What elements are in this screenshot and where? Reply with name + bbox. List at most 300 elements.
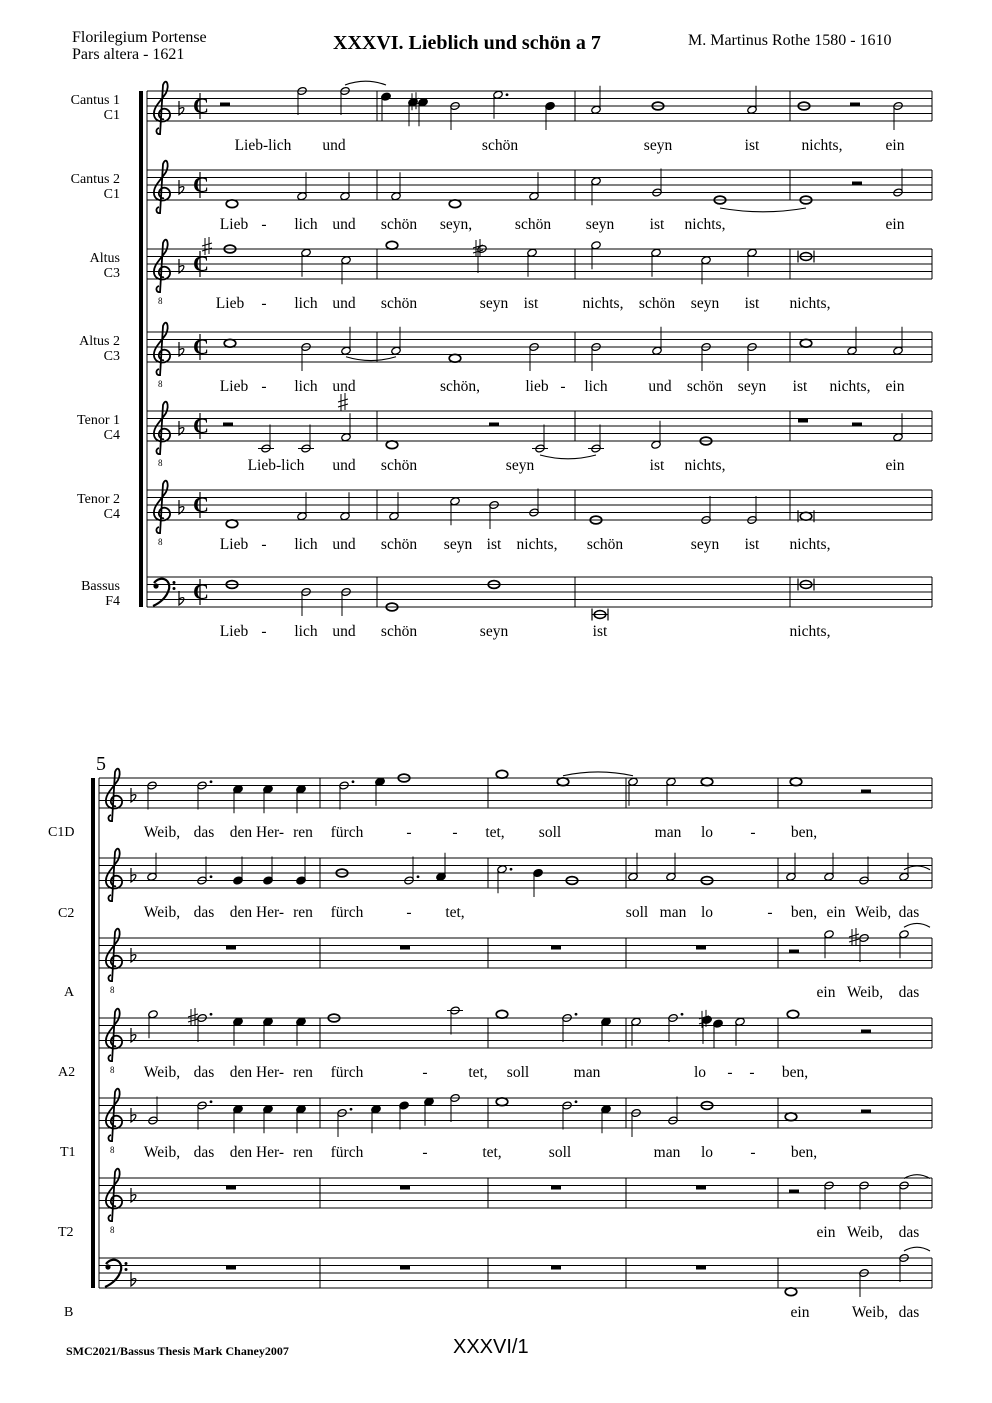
lyric-syllable: und: [332, 457, 356, 474]
voice-name: C1D: [48, 825, 75, 840]
note: [341, 256, 351, 285]
flat-sign: [131, 1028, 136, 1042]
lyric-syllable: das: [898, 904, 920, 921]
lyric-syllable: -: [727, 1064, 733, 1081]
lyric-syllable: Weib,: [143, 1064, 181, 1081]
lyric-syllable: Weib,: [846, 984, 884, 1001]
lyric-syllable: ren: [293, 904, 313, 921]
lyric-syllable: lo: [700, 904, 714, 921]
lyric-syllable: lich: [294, 623, 318, 640]
lyric-syllable: ein: [790, 1304, 810, 1321]
note: [263, 857, 273, 886]
lyric-syllable: lo: [700, 1144, 714, 1161]
lyric-syllable: schön: [514, 216, 552, 233]
lyric-syllable: Weib,: [854, 904, 892, 921]
note: [418, 98, 428, 127]
lyric-syllable: den: [229, 1064, 253, 1081]
note: [562, 1013, 578, 1042]
whole-rest: [226, 946, 236, 950]
lyric-syllable: nichts,: [789, 536, 831, 553]
voice-name: A: [64, 985, 75, 1000]
lyric-syllable: seyn: [690, 295, 720, 312]
footer-source: SMC2021/Bassus Thesis Mark Chaney2007: [66, 1344, 289, 1358]
treble-clef: [106, 849, 122, 902]
lyric-syllable: tet,: [485, 824, 505, 841]
lyric-syllable: ben,: [781, 1064, 809, 1081]
half-rest: [223, 423, 233, 427]
lyric-syllable: seyn: [443, 536, 473, 553]
flat-sign: [179, 500, 184, 514]
lyric-syllable: und: [332, 536, 356, 553]
note: [496, 770, 508, 778]
lyric-syllable: ist: [523, 295, 539, 312]
lyric-syllable: seyn: [737, 378, 767, 395]
lyric-syllable: soll: [506, 1064, 530, 1081]
lyric-syllable: -: [422, 1144, 428, 1161]
octave-8-mark: 8: [158, 537, 163, 547]
voice-name: A2: [58, 1065, 76, 1080]
note: [533, 868, 543, 897]
voice-name: B: [64, 1305, 74, 1320]
lyric-syllable: schön: [380, 536, 418, 553]
note: [296, 1017, 306, 1046]
lyric-syllable: das: [193, 1144, 215, 1161]
treble-clef: [106, 1009, 122, 1075]
note: [601, 1105, 611, 1134]
note: [341, 327, 351, 356]
time-signature: C: [193, 172, 209, 197]
time-signature: C: [193, 251, 209, 276]
note: [233, 1017, 243, 1046]
lyric-syllable: -: [560, 378, 566, 395]
note: [591, 86, 601, 115]
note: [450, 497, 460, 526]
flat-sign: [131, 948, 136, 962]
treble-clef: [106, 1169, 122, 1235]
lyric-syllable: ein: [885, 378, 905, 395]
lyric-syllable: ist: [744, 536, 760, 553]
note: [296, 1105, 306, 1134]
note: [339, 780, 355, 809]
lyric-syllable: ist: [744, 295, 760, 312]
lyric-syllable: lieb: [525, 378, 549, 395]
lyric-syllable: seyn: [643, 137, 673, 154]
note: [601, 1017, 611, 1046]
note: [391, 327, 401, 356]
voice-name: C2: [58, 906, 75, 921]
note: [496, 1098, 508, 1106]
lyric-syllable: schön: [481, 137, 519, 154]
tie: [904, 923, 930, 927]
lyric-syllable: und: [322, 137, 346, 154]
lyric-syllable: ein: [885, 457, 905, 474]
flat-sign: [131, 1108, 136, 1122]
lyric-syllable: fürch: [330, 824, 364, 841]
octave-8-mark: 8: [158, 296, 163, 306]
lyric-syllable: Her-: [255, 824, 285, 841]
note: [824, 930, 834, 959]
half-rest: [489, 423, 499, 427]
note: [651, 248, 661, 277]
lyric-syllable: -: [750, 1144, 756, 1161]
treble-clef: [154, 402, 170, 468]
octave-8-mark: 8: [158, 379, 163, 389]
time-signature: C: [193, 413, 209, 438]
flat-sign: [179, 421, 184, 435]
note: [562, 1100, 578, 1129]
sharp-sign: [188, 1008, 198, 1026]
flat-sign: [179, 101, 184, 115]
note: [787, 1010, 799, 1018]
octave-8-mark: 8: [110, 1065, 115, 1075]
note: [701, 256, 711, 285]
note: [399, 1101, 409, 1130]
treble-clef: [106, 769, 122, 822]
lyric-syllable: -: [767, 904, 773, 921]
lyric-syllable: ist: [649, 216, 665, 233]
note: [628, 853, 638, 882]
octave-8-mark: 8: [110, 1145, 115, 1155]
lyric-syllable: seyn: [505, 457, 535, 474]
lyric-syllable: seyn: [585, 216, 615, 233]
lyric-syllable: ren: [293, 1144, 313, 1161]
lyric-syllable: ben,: [790, 824, 818, 841]
lyric-syllable: fürch: [330, 1064, 364, 1081]
note: [226, 520, 238, 528]
note: [341, 413, 351, 442]
note: [527, 248, 537, 277]
whole-rest: [400, 946, 410, 950]
lyric-syllable: ein: [885, 216, 905, 233]
sharp-sign: [338, 393, 348, 411]
whole-rest: [226, 1266, 236, 1270]
half-rest: [220, 103, 230, 107]
note: [297, 172, 307, 201]
lyric-syllable: soll: [625, 904, 649, 921]
lyric-syllable: -: [261, 216, 267, 233]
note: [893, 327, 903, 356]
lyric-syllable: lich: [294, 216, 318, 233]
lyric-syllable: das: [898, 1304, 920, 1321]
half-rest: [852, 423, 862, 427]
lyric-syllable: tet,: [445, 904, 465, 921]
tie: [346, 357, 396, 361]
note: [233, 785, 243, 814]
whole-rest: [798, 419, 808, 423]
note: [386, 241, 398, 249]
lyric-syllable: schön: [686, 378, 724, 395]
treble-clef: [154, 161, 170, 214]
lyric-syllable: seyn,: [439, 216, 473, 233]
flat-sign: [131, 788, 136, 802]
note: [148, 1010, 158, 1039]
lyric-syllable: das: [898, 984, 920, 1001]
lyric-syllable: lich: [294, 536, 318, 553]
note: [371, 1105, 381, 1134]
lyric-syllable: ein: [826, 904, 846, 921]
note: [557, 778, 569, 786]
lyric-syllable: ren: [293, 824, 313, 841]
lyric-syllable: man: [654, 824, 682, 841]
note: [701, 778, 713, 786]
lyric-syllable: Lieb: [219, 216, 249, 233]
note: [233, 1105, 243, 1134]
note: [436, 853, 446, 882]
note: [389, 492, 399, 521]
lyric-syllable: lich: [584, 378, 608, 395]
time-signature: C: [193, 334, 209, 359]
note: [449, 354, 461, 362]
lyric-syllable: -: [261, 295, 267, 312]
flat-sign: [179, 342, 184, 356]
voice-clef-name: C1: [103, 187, 120, 202]
note: [824, 853, 834, 882]
lyric-syllable: Lieb: [215, 295, 245, 312]
lyric-syllable: nichts,: [684, 457, 726, 474]
note: [529, 172, 539, 201]
lyric-syllable: tet,: [468, 1064, 488, 1081]
flat-sign: [179, 591, 184, 605]
lyric-syllable: das: [193, 904, 215, 921]
note: [786, 853, 796, 882]
note: [493, 90, 509, 119]
lyric-syllable: das: [193, 1064, 215, 1081]
lyric-syllable: das: [898, 1224, 920, 1241]
time-signature: C: [193, 492, 209, 517]
lyric-syllable: Her-: [255, 1144, 285, 1161]
lyric-syllable: ist: [486, 536, 502, 553]
whole-rest: [551, 946, 561, 950]
flat-sign: [179, 259, 184, 273]
lyric-syllable: -: [452, 824, 458, 841]
octave-8-mark: 8: [110, 985, 115, 995]
voice-name: Bassus: [81, 579, 120, 594]
treble-clef: [154, 240, 170, 306]
note: [666, 777, 676, 806]
voice-name: Cantus 1: [70, 93, 120, 108]
note: [747, 86, 757, 115]
voice-name: Cantus 2: [70, 172, 120, 187]
flat-sign: [131, 1188, 136, 1202]
note: [224, 339, 236, 347]
composer: M. Martinus Rothe 1580 - 1610: [688, 32, 892, 49]
lyric-syllable: nichts,: [684, 216, 726, 233]
lyric-syllable: Weib,: [143, 824, 181, 841]
collection-title: Florilegium Portense: [72, 29, 207, 46]
note: [591, 177, 601, 206]
lyric-syllable: -: [261, 536, 267, 553]
lyric-syllable: und: [332, 378, 356, 395]
note: [258, 425, 274, 454]
lyric-syllable: -: [750, 824, 756, 841]
half-rest: [861, 1110, 871, 1114]
note: [226, 200, 238, 208]
note: [147, 853, 157, 882]
note: [408, 98, 418, 127]
note: [263, 1105, 273, 1134]
lyric-syllable: ist: [792, 378, 808, 395]
lyric-syllable: nichts,: [582, 295, 624, 312]
half-rest: [861, 790, 871, 794]
note: [532, 425, 548, 454]
note: [197, 1100, 213, 1129]
tie: [345, 81, 386, 85]
lyric-syllable: den: [229, 824, 253, 841]
lyric-syllable: lich: [294, 378, 318, 395]
lyric-syllable: ren: [293, 1064, 313, 1081]
lyric-syllable: ein: [816, 1224, 836, 1241]
lyric-syllable: -: [749, 1064, 755, 1081]
whole-rest: [551, 1186, 561, 1190]
lyric-syllable: nichts,: [829, 378, 871, 395]
lyric-syllable: ben,: [790, 904, 818, 921]
flat-sign: [179, 180, 184, 194]
note: [424, 1097, 434, 1126]
lyric-syllable: man: [573, 1064, 601, 1081]
lyric-syllable: -: [261, 378, 267, 395]
lyric-syllable: ben,: [790, 1144, 818, 1161]
note: [263, 1017, 273, 1046]
treble-clef: [106, 1089, 122, 1155]
lyric-syllable: schön: [380, 295, 418, 312]
tie: [904, 1247, 930, 1251]
lyric-syllable: fürch: [330, 904, 364, 921]
lyric-syllable: -: [422, 1064, 428, 1081]
measure-number: 5: [96, 753, 106, 775]
lyric-syllable: Her-: [255, 904, 285, 921]
voice-clef-name: F4: [105, 594, 120, 609]
note: [652, 327, 662, 356]
lyric-syllable: tet,: [482, 1144, 502, 1161]
octave-8-mark: 8: [158, 458, 163, 468]
lyric-syllable: Weib,: [143, 904, 181, 921]
note: [592, 609, 608, 621]
lyric-syllable: schön: [380, 457, 418, 474]
note: [588, 425, 604, 454]
voice-name: Altus: [89, 251, 120, 266]
lyric-syllable: ein: [885, 137, 905, 154]
voice-clef-name: C1: [103, 108, 120, 123]
lyric-syllable: Lieb: [219, 378, 249, 395]
lyric-syllable: Weib,: [143, 1144, 181, 1161]
note: [666, 853, 676, 882]
note: [337, 1108, 353, 1137]
lyric-syllable: Lieb-lich: [247, 457, 305, 474]
note: [296, 857, 306, 886]
treble-clef: [154, 82, 170, 135]
note: [386, 441, 398, 449]
lyric-syllable: Lieb: [219, 536, 249, 553]
lyric-syllable: und: [332, 295, 356, 312]
lyric-syllable: -: [406, 824, 412, 841]
lyric-syllable: Lieb-lich: [234, 137, 292, 154]
lyric-syllable: ist: [592, 623, 608, 640]
lyric-syllable: schön: [380, 216, 418, 233]
note: [301, 248, 311, 277]
voice-clef-name: C3: [103, 266, 120, 281]
voice-clef-name: C4: [103, 428, 120, 443]
lyric-syllable: den: [229, 904, 253, 921]
note: [496, 1010, 508, 1018]
note: [263, 785, 273, 814]
note: [800, 339, 812, 347]
lyric-syllable: Her-: [255, 1064, 285, 1081]
lyric-syllable: schön,: [439, 378, 481, 395]
whole-rest: [551, 1266, 561, 1270]
flat-sign: [131, 868, 136, 882]
note: [893, 413, 903, 442]
lyric-syllable: lich: [294, 295, 318, 312]
note: [297, 492, 307, 521]
octave-8-mark: 8: [110, 1225, 115, 1235]
note: [497, 865, 513, 894]
flat-sign: [131, 1272, 136, 1286]
lyric-syllable: man: [659, 904, 687, 921]
lyric-syllable: schön: [380, 623, 418, 640]
note: [747, 248, 757, 277]
whole-rest: [696, 1186, 706, 1190]
note: [340, 172, 350, 201]
lyric-syllable: das: [193, 824, 215, 841]
lyric-syllable: lo: [693, 1064, 707, 1081]
note: [197, 780, 213, 809]
whole-rest: [696, 946, 706, 950]
lyric-syllable: nichts,: [789, 623, 831, 640]
note: [545, 101, 555, 130]
note: [375, 777, 385, 806]
lyric-syllable: fürch: [330, 1144, 364, 1161]
note: [785, 1288, 797, 1296]
half-rest: [852, 182, 862, 186]
piece-title: XXXVI. Lieblich und schön a 7: [333, 32, 601, 54]
note: [631, 1017, 641, 1046]
note: [790, 778, 802, 786]
lyric-syllable: Weib,: [846, 1224, 884, 1241]
whole-rest: [696, 1266, 706, 1270]
sharp-sign: [849, 928, 859, 946]
lyric-syllable: man: [653, 1144, 681, 1161]
time-signature: C: [193, 93, 209, 118]
half-rest: [789, 950, 799, 954]
voice-name: Tenor 2: [77, 492, 120, 507]
lyric-syllable: nichts,: [516, 536, 558, 553]
lyric-syllable: ein: [816, 984, 836, 1001]
half-rest: [850, 103, 860, 107]
treble-clef: [154, 481, 170, 547]
lyric-syllable: und: [332, 216, 356, 233]
whole-rest: [226, 1186, 236, 1190]
lyric-syllable: seyn: [479, 295, 509, 312]
note: [668, 1013, 684, 1042]
note: [447, 1006, 463, 1035]
voice-clef-name: C3: [103, 349, 120, 364]
note: [233, 857, 243, 886]
note: [449, 200, 461, 208]
note: [899, 853, 909, 882]
treble-clef: [154, 323, 170, 389]
note: [628, 777, 638, 806]
treble-clef: [106, 929, 122, 995]
note: [847, 327, 857, 356]
lyric-syllable: nichts,: [789, 295, 831, 312]
note: [391, 172, 401, 201]
tie: [563, 772, 633, 776]
voice-name: T2: [58, 1225, 74, 1240]
lyric-syllable: nichts,: [801, 137, 843, 154]
note: [702, 1015, 712, 1044]
lyric-syllable: ist: [649, 457, 665, 474]
lyric-syllable: Weib,: [851, 1304, 889, 1321]
